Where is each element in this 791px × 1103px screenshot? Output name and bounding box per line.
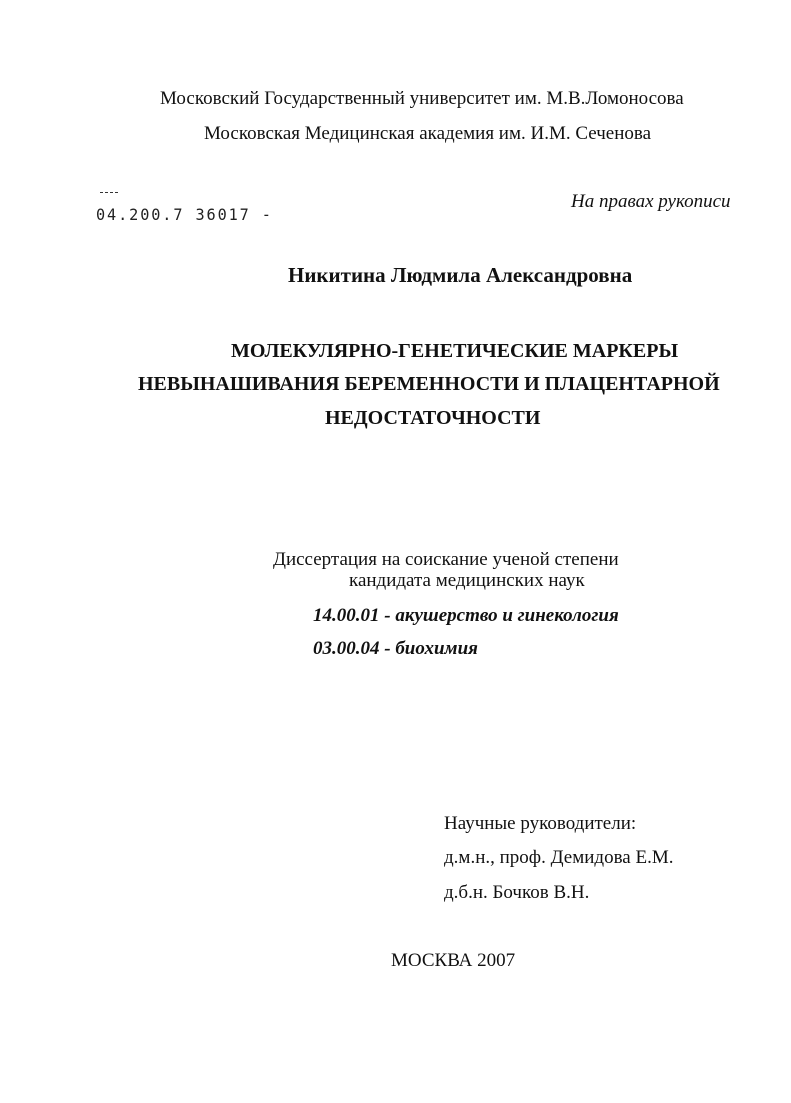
specialty-1: 14.00.01 - акушерство и гинекология [313,605,619,626]
specialty-2: 03.00.04 - биохимия [313,638,478,659]
university-name: Московский Государственный университет им. М.В.Ломоносова [160,88,684,109]
supervisors-heading: Научные руководители: [444,813,637,834]
place-year: МОСКВА 2007 [391,950,516,971]
degree-line-2: кандидата медицинских наук [349,570,585,591]
degree-line-1: Диссертация на соискание ученой степени [273,549,619,570]
library-stamp [96,205,273,224]
title-line-1: МОЛЕКУЛЯРНО-ГЕНЕТИЧЕСКИЕ МАРКЕРЫ [231,340,679,362]
title-line-3: НЕДОСТАТОЧНОСТИ [325,407,541,429]
author-name: Никитина Людмила Александровна [288,263,633,287]
supervisor-2: д.б.н. Бочков В.Н. [444,882,590,903]
title-line-2: НЕВЫНАШИВАНИЯ БЕРЕМЕННОСТИ И ПЛАЦЕНТАРНОЙ [138,373,720,395]
stamp-mark [100,192,118,193]
stamp-dash: - [250,205,273,224]
library-stamp-number: 04.200.7 36017 [96,205,251,224]
manuscript-note: На правах рукописи [571,191,731,212]
supervisor-1: д.м.н., проф. Демидова Е.М. [444,847,674,868]
academy-name: Московская Медицинская академия им. И.М. Сеченова [204,123,652,144]
